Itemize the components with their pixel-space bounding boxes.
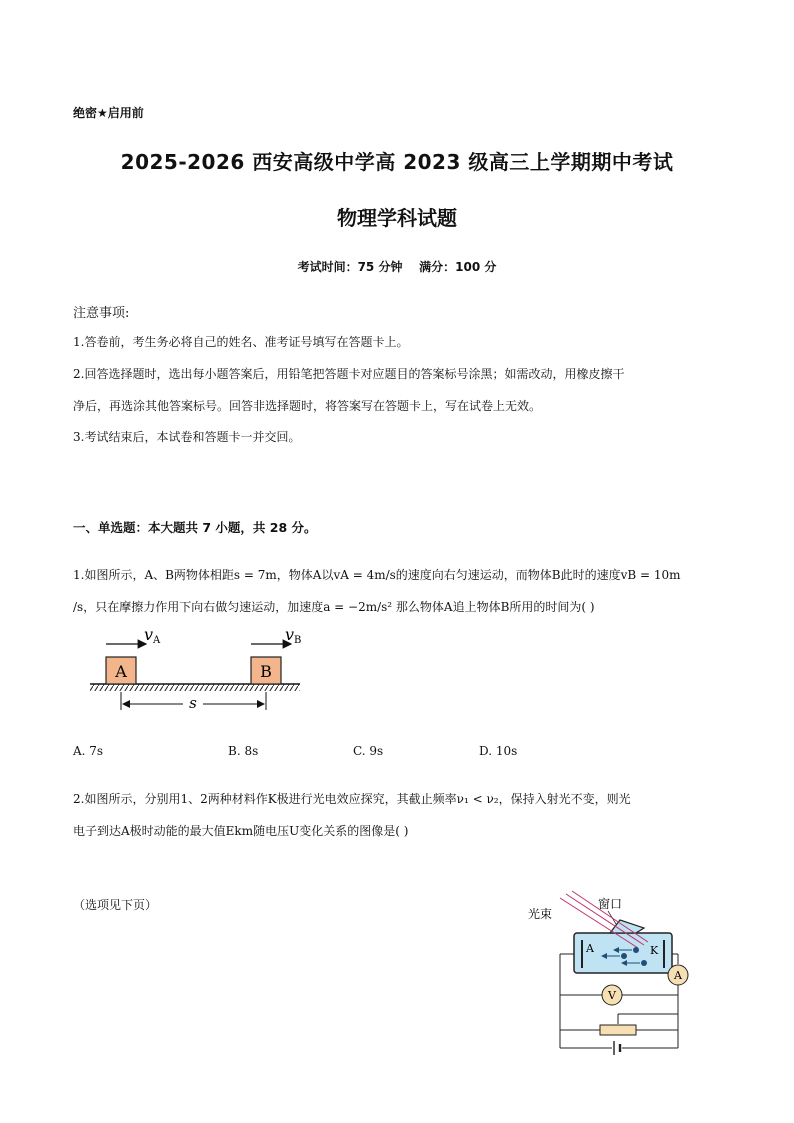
option-d[interactable]: D. 10s — [479, 744, 518, 758]
exam-info: 考试时间：75 分钟 满分：100 分 — [297, 260, 497, 274]
rheostat — [600, 1025, 636, 1035]
subject-title: 物理学科试题 — [337, 206, 457, 230]
cathode-label: K — [650, 944, 659, 957]
ground-hatch — [90, 684, 300, 691]
option-a[interactable]: A. 7s — [73, 744, 104, 758]
vb-label: v — [285, 625, 295, 644]
exam-title: 2025-2026 西安高级中学高 2023 级高三上学期期中考试 — [120, 150, 674, 174]
section-heading: 一、单选题：本大题共 7 小题，共 28 分。 — [73, 520, 317, 535]
photoelectric-circuit-figure — [520, 890, 700, 1060]
vb-subscript: B — [294, 635, 302, 646]
ammeter-label: A — [674, 969, 682, 982]
question-1-figure — [88, 622, 313, 717]
notice-item: 1.答卷前，考生务必将自己的姓名、准考证号填写在答题卡上。 — [73, 335, 409, 349]
notice-item: 净后，再选涂其他答案标号。回答非选择题时，将答案写在答题卡上，写在试卷上无效。 — [73, 399, 542, 413]
beam-label: 光束 — [528, 907, 553, 921]
option-b[interactable]: B. 8s — [228, 744, 259, 758]
option-c[interactable]: C. 9s — [353, 744, 384, 758]
voltmeter-label: V — [608, 989, 616, 1002]
block-a-label: A — [115, 662, 127, 681]
electron — [621, 953, 627, 959]
va-label: v — [144, 625, 154, 644]
question-1-text: 1.如图所示，A、B两物体相距s = 7m，物体A以vA = 4m/s的速度向右匀速运动，而物体B此时的速度vB = 10m — [73, 568, 681, 582]
question-2-text: 2.如图所示，分别用1、2两种材料作K极进行光电效应探究，其截止频率ν₁ < ν₂，保持入射光不变，则光 — [73, 792, 631, 806]
question-2-text-cont: 电子到达A极时动能的最大值Ekm随电压U变化关系的图像是( ) — [73, 824, 409, 838]
electron — [633, 947, 639, 953]
notice-item: 2.回答选择题时，选出每小题答案后，用铅笔把答题卡对应题目的答案标号涂黑；如需改动，用橡皮擦干 — [73, 367, 625, 381]
notice-heading: 注意事项: — [73, 306, 130, 321]
options-next-page-note: （选项见下页） — [73, 898, 158, 912]
va-subscript: A — [153, 635, 161, 646]
notice-item: 3.考试结束后，本试卷和答题卡一并交回。 — [73, 430, 301, 444]
distance-label: s — [189, 694, 197, 712]
window-label: 窗口 — [598, 897, 623, 911]
block-b-label: B — [260, 662, 272, 681]
confidential-label: 绝密★启用前 — [73, 106, 144, 120]
question-1-text-cont: /s，只在摩擦力作用下向右做匀速运动，加速度a = −2m/s² 那么物体A追上物体B所用的时间为( ) — [73, 600, 595, 614]
anode-label: A — [586, 942, 594, 955]
electron — [641, 960, 647, 966]
